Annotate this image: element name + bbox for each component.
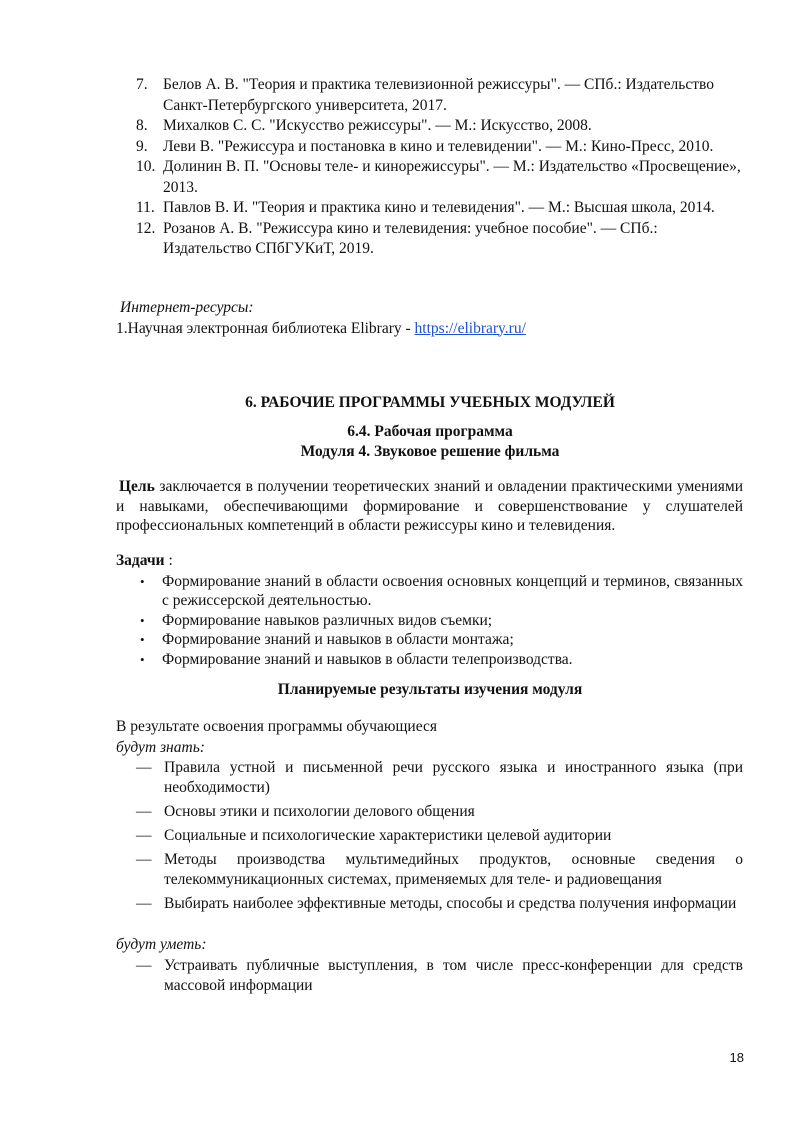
elibrary-link[interactable]: https://elibrary.ru/	[414, 319, 526, 337]
reference-number: 11.	[136, 199, 155, 216]
dash-icon: —	[136, 827, 152, 844]
bullet-icon: •	[140, 651, 145, 667]
dash-icon: —	[136, 851, 152, 868]
know-item	[116, 850, 743, 890]
can-item-text: Устраивать публичные выступления, в том числе пресс-конференции для средств массовой информации	[164, 956, 743, 994]
can-list	[116, 956, 743, 996]
goal-text: заключается в получении теоретических знаний и овладении практическими умениями и навыками, обеспечивающими формирование и совершенствование у слушателей профессиональных компетенций в области режиссуры кино и телевидения.	[116, 478, 743, 534]
know-item-text: Социальные и психологические характеристики целевой аудитории	[164, 827, 612, 844]
task-text: Формирование знаний в области освоения основных концепций и терминов, связанных с режиссерской деятельностью.	[162, 572, 743, 609]
task-text: Формирование знаний и навыков в области телепроизводства.	[162, 650, 573, 668]
know-item-text: Основы этики и психологии делового общения	[164, 803, 475, 820]
goal-label: Цель	[119, 478, 155, 495]
outcomes-intro: В результате освоения программы обучающиеся	[116, 718, 437, 735]
reference-item	[136, 198, 748, 219]
know-label: будут знать:	[116, 738, 205, 756]
task-text: Формирование знаний и навыков в области монтажа;	[162, 631, 514, 648]
subsection-line-1: 6.4. Рабочая программа	[347, 423, 513, 440]
reference-text: Леви В. "Режиссура и постановка в кино и телевидении". — М.: Кино-Пресс, 2010.	[163, 137, 714, 155]
task-item	[116, 630, 743, 650]
reference-list	[136, 75, 748, 260]
bullet-icon: •	[140, 612, 145, 628]
spacer	[116, 918, 743, 935]
reference-number: 12.	[136, 219, 156, 237]
dash-icon: —	[136, 803, 152, 820]
tasks-heading	[116, 551, 743, 572]
know-item	[116, 802, 743, 822]
reference-item	[136, 75, 748, 116]
task-item	[116, 650, 743, 670]
tasks-list	[116, 572, 743, 670]
reference-item	[136, 137, 748, 158]
can-item	[116, 956, 743, 996]
know-item	[116, 826, 743, 846]
reference-number: 7.	[136, 76, 148, 93]
section-title: 6. РАБОЧИЕ ПРОГРАММЫ УЧЕБНЫХ МОДУЛЕЙ	[245, 394, 615, 411]
task-item	[116, 611, 743, 631]
internet-resources	[116, 298, 756, 339]
task-text: Формирование навыков различных видов съемки;	[162, 611, 493, 629]
know-item-text: Методы производства мультимедийных продуктов, основные сведения о телекоммуникационных системах, применяемых для теле- и радиовещания	[164, 851, 743, 888]
reference-text: Долинин В. П. "Основы теле- и кинорежиссуры". — М.: Издательство «Просвещение», 2013.	[163, 158, 741, 196]
bullet-icon: •	[140, 632, 145, 647]
reference-text: Розанов А. В. "Режиссура кино и телевидения: учебное пособие". — СПб.: Издательство СПбГУКиТ, 2019.	[163, 219, 658, 257]
know-item	[116, 758, 743, 798]
subsection-title	[0, 422, 800, 462]
can-label: будут уметь:	[116, 936, 207, 953]
subsection-line-2: Модуля 4. Звуковое решение фильма	[300, 443, 560, 460]
know-list	[116, 758, 743, 914]
reference-item	[136, 219, 748, 260]
reference-item	[136, 157, 748, 198]
reference-text: Белов А. В. "Теория и практика телевизионной режиссуры". — СПб.: Издательство Санкт-Петербургского университета, 2017.	[163, 76, 714, 114]
tasks-section	[116, 551, 743, 669]
task-item	[116, 572, 743, 611]
internet-resources-label: Интернет-ресурсы:	[120, 299, 254, 316]
reference-text: Михалков С. С. "Искусство режиссуры". — М.: Искусство, 2008.	[163, 117, 592, 134]
dash-icon: —	[136, 895, 152, 912]
tasks-label-suffix: :	[164, 552, 173, 569]
reference-text: Павлов В. И. "Теория и практика кино и телевидения". — М.: Высшая школа, 2014.	[163, 199, 715, 216]
tasks-label: Задачи	[116, 552, 165, 569]
goal-paragraph	[116, 477, 743, 536]
learning-outcomes	[116, 717, 743, 1000]
know-item	[116, 894, 743, 914]
reference-item	[136, 116, 748, 137]
page-number: 18	[729, 1050, 744, 1065]
reference-number: 8.	[136, 117, 148, 134]
know-item-text: Выбирать наиболее эффективные методы, способы и средства получения информации	[164, 895, 737, 912]
reference-number: 9.	[136, 137, 148, 155]
internet-resource-text: 1.Научная электронная библиотека Elibrary -	[116, 319, 415, 337]
dash-icon: —	[136, 956, 152, 974]
reference-number: 10.	[136, 158, 156, 175]
internet-resource-item	[116, 319, 756, 340]
know-item-text: Правила устной и письменной речи русского языка и иностранного языка (при необходимости)	[164, 759, 743, 796]
dash-icon: —	[136, 759, 152, 776]
bullet-icon: •	[140, 573, 145, 589]
results-title: Планируемые результаты изучения модуля	[277, 681, 583, 698]
